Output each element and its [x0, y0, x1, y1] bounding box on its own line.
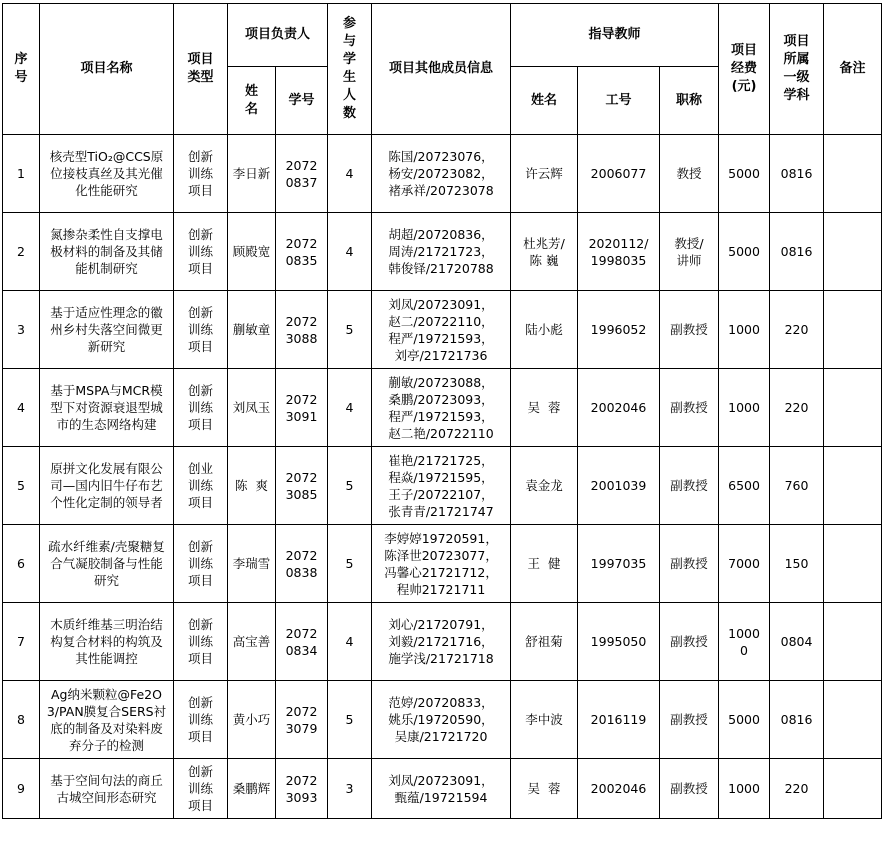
- cell-remark: [824, 447, 882, 525]
- cell-funding: 5000: [719, 213, 770, 291]
- cell-advisor-id: 2020112/1998035: [578, 213, 660, 291]
- cell-advisor-name: 舒祖菊: [511, 603, 578, 681]
- cell-funding: 6500: [719, 447, 770, 525]
- cell-advisor-title: 副教授: [660, 291, 719, 369]
- cell-advisor-id: 2002046: [578, 759, 660, 819]
- members-text: 李婷婷19720591， 陈泽世20723077， 冯馨心21721712， 程帅21721711: [384, 530, 498, 597]
- cell-advisor-title: 副教授: [660, 759, 719, 819]
- cell-funding: 7000: [719, 525, 770, 603]
- cell-project-name: 原拼文化发展有限公司—国内旧牛仔布艺个性化定制的领导者: [40, 447, 174, 525]
- cell-project-type: 创新训练项目: [174, 681, 228, 759]
- cell-seq: 8: [3, 681, 40, 759]
- cell-project-name: 核壳型TiO₂@CCS原位接枝真丝及其光催化性能研究: [40, 135, 174, 213]
- cell-discipline: 0816: [770, 681, 824, 759]
- table-row: [3, 759, 882, 819]
- cell-members: [372, 369, 511, 447]
- cell-leader-name: 顾殿宽: [228, 213, 276, 291]
- cell-discipline: 220: [770, 759, 824, 819]
- header-project-type: 项目类型: [174, 4, 228, 135]
- header-project-name: 项目名称: [40, 4, 174, 135]
- cell-leader-name: 李日新: [228, 135, 276, 213]
- header-advisor-name: 姓名: [511, 67, 578, 135]
- members-text: 刘心/21720791， 刘毅/21721716， 施学浅/21721718: [388, 617, 494, 666]
- cell-advisor-id: 2001039: [578, 447, 660, 525]
- cell-leader-name: 陈 爽: [228, 447, 276, 525]
- cell-project-name: 基于适应性理念的徽州乡村失落空间微更新研究: [40, 291, 174, 369]
- cell-members: [372, 213, 511, 291]
- cell-leader-name: 刘凤玉: [228, 369, 276, 447]
- table-row: [3, 291, 882, 369]
- cell-project-type: 创新训练项目: [174, 759, 228, 819]
- cell-advisor-name: 陆小彪: [511, 291, 578, 369]
- table-row: [3, 369, 882, 447]
- cell-leader-name: 高宝善: [228, 603, 276, 681]
- header-leader-group: 项目负责人: [228, 4, 328, 67]
- cell-members: [372, 291, 511, 369]
- cell-project-name: 木质纤维基三明治结构复合材料的构筑及其性能调控: [40, 603, 174, 681]
- header-seq: 序号: [3, 4, 40, 135]
- cell-project-name: Ag纳米颗粒@Fe2O3/PAN膜复合SERS衬底的制备及对染料废弃分子的检测: [40, 681, 174, 759]
- cell-discipline: 150: [770, 525, 824, 603]
- cell-discipline: 220: [770, 369, 824, 447]
- cell-project-name: 基于空间句法的商丘古城空间形态研究: [40, 759, 174, 819]
- cell-leader-id: 20720837: [276, 135, 328, 213]
- table-row: [3, 681, 882, 759]
- header-student-count: 参与学生人数: [328, 4, 372, 135]
- cell-discipline: 0816: [770, 213, 824, 291]
- cell-remark: [824, 369, 882, 447]
- header-advisor-id: 工号: [578, 67, 660, 135]
- header-remark: 备注: [824, 4, 882, 135]
- cell-remark: [824, 525, 882, 603]
- cell-student-count: 5: [328, 525, 372, 603]
- table-row: [3, 135, 882, 213]
- project-table: [2, 3, 882, 819]
- cell-funding: 10000: [719, 603, 770, 681]
- cell-discipline: 0816: [770, 135, 824, 213]
- cell-members: [372, 447, 511, 525]
- cell-members: [372, 681, 511, 759]
- cell-student-count: 5: [328, 291, 372, 369]
- cell-remark: [824, 135, 882, 213]
- cell-seq: 9: [3, 759, 40, 819]
- table-row: [3, 447, 882, 525]
- cell-members: [372, 603, 511, 681]
- cell-project-type: 创新训练项目: [174, 291, 228, 369]
- cell-advisor-title: 副教授: [660, 681, 719, 759]
- cell-members: [372, 759, 511, 819]
- cell-funding: 1000: [719, 759, 770, 819]
- cell-members: [372, 525, 511, 603]
- cell-leader-id: 20723088: [276, 291, 328, 369]
- cell-project-type: 创新训练项目: [174, 525, 228, 603]
- cell-advisor-title: 副教授: [660, 369, 719, 447]
- header-advisor-title: 职称: [660, 67, 719, 135]
- cell-funding: 1000: [719, 369, 770, 447]
- cell-leader-id: 20720835: [276, 213, 328, 291]
- cell-advisor-title: 副教授: [660, 603, 719, 681]
- cell-student-count: 5: [328, 447, 372, 525]
- members-text: 陈国/20723076， 杨安/20723082， 褚承祥/20723078: [388, 149, 494, 198]
- cell-advisor-name: 杜兆芳/陈 巍: [511, 213, 578, 291]
- cell-leader-id: 20720834: [276, 603, 328, 681]
- cell-leader-id: 20720838: [276, 525, 328, 603]
- cell-project-type: 创新训练项目: [174, 603, 228, 681]
- cell-leader-id: 20723079: [276, 681, 328, 759]
- table-row: [3, 603, 882, 681]
- cell-remark: [824, 603, 882, 681]
- cell-student-count: 3: [328, 759, 372, 819]
- cell-advisor-title: 副教授: [660, 525, 719, 603]
- cell-advisor-name: 王 健: [511, 525, 578, 603]
- cell-remark: [824, 681, 882, 759]
- cell-funding: 5000: [719, 681, 770, 759]
- cell-advisor-id: 1996052: [578, 291, 660, 369]
- cell-seq: 2: [3, 213, 40, 291]
- cell-leader-name: 桑鹏辉: [228, 759, 276, 819]
- cell-leader-id: 20723091: [276, 369, 328, 447]
- header-leader-name: 姓名: [228, 67, 276, 135]
- header-discipline: 项目所属一级学科: [770, 4, 824, 135]
- cell-project-type: 创新训练项目: [174, 369, 228, 447]
- members-text: 崔艳/21721725， 程焱/19721595， 王子/20722107， 张青青/21721747: [388, 452, 494, 519]
- cell-advisor-id: 2016119: [578, 681, 660, 759]
- cell-leader-name: 蒯敏童: [228, 291, 276, 369]
- cell-advisor-name: 吴 蓉: [511, 369, 578, 447]
- members-text: 刘凤/20723091， 甄蕴/19721594: [388, 772, 494, 805]
- cell-seq: 4: [3, 369, 40, 447]
- members-text: 范婷/20720833， 姚乐/19720590， 吴康/21721720: [388, 695, 494, 744]
- cell-advisor-id: 1995050: [578, 603, 660, 681]
- cell-leader-id: 20723093: [276, 759, 328, 819]
- cell-discipline: 760: [770, 447, 824, 525]
- members-text: 蒯敏/20723088， 桑鹏/20723093， 程严/19721593， 赵二艳/20722110: [388, 374, 494, 441]
- cell-advisor-title: 副教授: [660, 447, 719, 525]
- header-leader-id: 学号: [276, 67, 328, 135]
- cell-project-name: 氮掺杂柔性自支撑电极材料的制备及其储能机制研究: [40, 213, 174, 291]
- header-advisor-group: 指导教师: [511, 4, 719, 67]
- cell-seq: 5: [3, 447, 40, 525]
- cell-student-count: 4: [328, 213, 372, 291]
- cell-remark: [824, 213, 882, 291]
- cell-project-name: 基于MSPA与MCR模型下对资源衰退型城市的生态网络构建: [40, 369, 174, 447]
- members-text: 胡超/20720836， 周涛/21721723， 韩俊铎/21720788: [388, 227, 494, 276]
- cell-leader-id: 20723085: [276, 447, 328, 525]
- cell-student-count: 4: [328, 369, 372, 447]
- cell-project-type: 创新训练项目: [174, 135, 228, 213]
- cell-discipline: 220: [770, 291, 824, 369]
- cell-seq: 3: [3, 291, 40, 369]
- cell-seq: 7: [3, 603, 40, 681]
- cell-advisor-name: 吴 蓉: [511, 759, 578, 819]
- cell-discipline: 0804: [770, 603, 824, 681]
- cell-project-type: 创新训练项目: [174, 213, 228, 291]
- cell-funding: 5000: [719, 135, 770, 213]
- header-members: 项目其他成员信息: [372, 4, 511, 135]
- cell-student-count: 4: [328, 603, 372, 681]
- cell-members: [372, 135, 511, 213]
- cell-advisor-title: 教授/讲师: [660, 213, 719, 291]
- cell-project-type: 创业训练项目: [174, 447, 228, 525]
- cell-leader-name: 黄小巧: [228, 681, 276, 759]
- table-row: [3, 213, 882, 291]
- cell-advisor-id: 2006077: [578, 135, 660, 213]
- cell-student-count: 4: [328, 135, 372, 213]
- header-funding: 项目经费(元): [719, 4, 770, 135]
- cell-advisor-name: 许云辉: [511, 135, 578, 213]
- cell-advisor-id: 1997035: [578, 525, 660, 603]
- members-text: 刘凤/20723091， 赵二/20722110， 程严/19721593， 刘亭/21721736: [388, 296, 494, 363]
- cell-student-count: 5: [328, 681, 372, 759]
- cell-funding: 1000: [719, 291, 770, 369]
- cell-leader-name: 李瑞雪: [228, 525, 276, 603]
- cell-project-name: 疏水纤维素/壳聚糖复合气凝胶制备与性能研究: [40, 525, 174, 603]
- cell-remark: [824, 759, 882, 819]
- cell-seq: 1: [3, 135, 40, 213]
- cell-advisor-name: 李中波: [511, 681, 578, 759]
- cell-advisor-id: 2002046: [578, 369, 660, 447]
- cell-seq: 6: [3, 525, 40, 603]
- cell-advisor-title: 教授: [660, 135, 719, 213]
- cell-advisor-name: 袁金龙: [511, 447, 578, 525]
- cell-remark: [824, 291, 882, 369]
- table-row: [3, 525, 882, 603]
